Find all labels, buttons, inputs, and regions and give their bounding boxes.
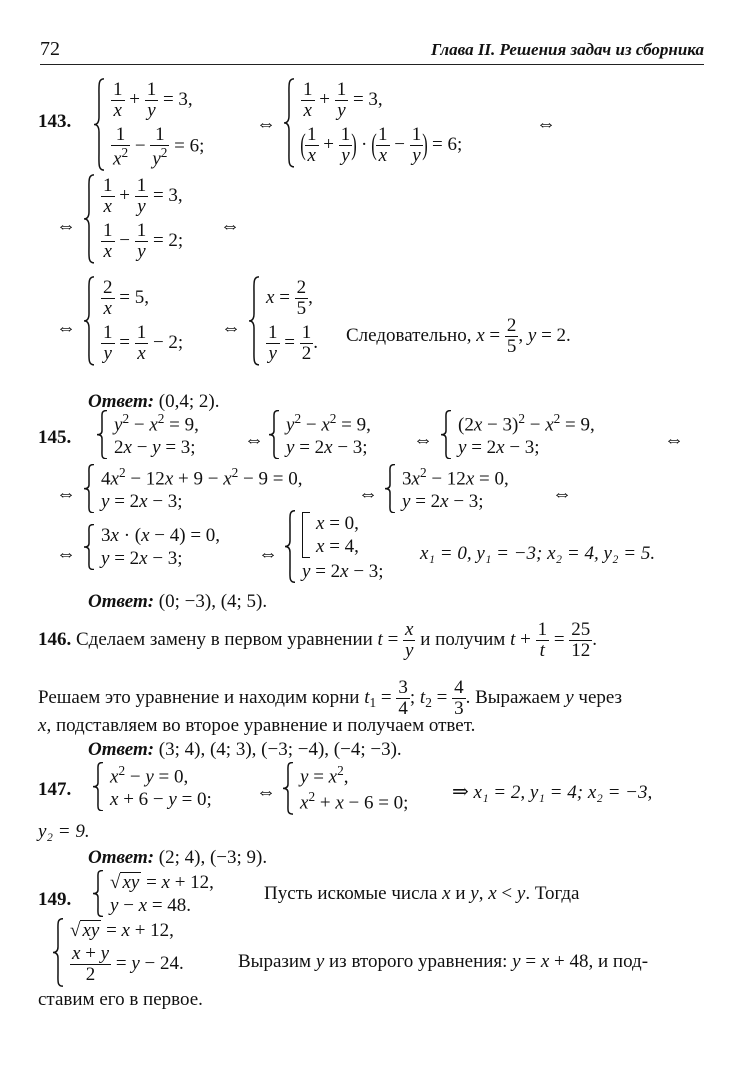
equiv-arrow: ⇔: [258, 543, 278, 565]
answer-147: Ответ: (2; 4), (−3; 9).: [88, 847, 268, 868]
system-145-d: $4x^2 - 12x + 9 - x^2 - 9 = 0$, y = 2x − 3;: [83, 464, 302, 513]
problem-147-number: 147.: [38, 779, 72, 800]
problem-149-text: Пусть искомые числа x и y, x < y. Тогда: [264, 883, 580, 904]
system-143-b: $\frac{1}{x}$ + $\frac{1}{y}$ = 3, ( $\frac{1}{x}$ + $\frac{1}{y}$ ) · ( $\frac{1}{x}$ − $\frac{1}{y}$ ) = 6;: [283, 78, 462, 168]
equiv-arrow: ⇔: [664, 429, 684, 451]
system-145-c: $(2x - 3)^2 - x^2 = 9$, y = 2x − 3;: [440, 410, 595, 459]
page-header: [40, 34, 704, 65]
equiv-arrow: ⇔: [358, 483, 378, 505]
problem-149-text3: ставим его в первое.: [38, 989, 203, 1010]
conclusion-143: Следовательно, x = $\frac{2}{5}$ , y = 2.: [346, 315, 571, 357]
system-145-a: $y^2 - x^2 = 9$, 2x − y = 3;: [96, 410, 199, 459]
answer-145: Ответ: (0; −3), (4; 5).: [88, 591, 268, 612]
equiv-arrow: ⇔: [413, 429, 433, 451]
equiv-arrow: ⇔: [221, 317, 241, 339]
system-145-g: x = 0, x = 4, y = 2x − 3;: [284, 510, 384, 583]
problem-145-number: 145.: [38, 427, 72, 448]
problem-146-line2: Решаем это уравнение и находим корни $t_1$ = $\frac{3}{4}$ ; $t_2$ = $\frac{4}{3}$ . Выражаем y через: [38, 677, 623, 719]
system-147-a: $x^2 - y = 0$, x + 6 − y = 0;: [92, 762, 212, 811]
problem-149-text2: Выразим y из второго уравнения: y = x + 48, и под-: [238, 951, 649, 972]
equiv-arrow: ⇔: [536, 113, 556, 135]
system-145-b: $y^2 - x^2 = 9$, y = 2x − 3;: [268, 410, 371, 459]
equiv-arrow: ⇔: [256, 781, 276, 803]
system-143-c: $\frac{1}{x}$ + $\frac{1}{y}$ = 3, $\frac{1}{x}$ − $\frac{1}{y}$ = 2;: [83, 174, 183, 264]
system-143-d: $\frac{2}{x}$ = 5, $\frac{1}{y}$ = $\frac{1}{x}$ − 2;: [83, 276, 183, 366]
system-149-b: √ xy = x + 12, $\frac{x + y}{2}$ = y − 24.: [52, 918, 184, 987]
equiv-arrow: ⇔: [552, 483, 572, 505]
equiv-arrow: ⇔: [56, 543, 76, 565]
system-145-f: 3x · (x − 4) = 0, y = 2x − 3;: [83, 524, 220, 570]
answer-143: Ответ: (0,4; 2).: [88, 391, 220, 412]
equiv-arrow: ⇔: [220, 215, 240, 237]
equiv-arrow: ⇔: [244, 429, 264, 451]
system-145-e: $3x^2 - 12x = 0$, y = 2x − 3;: [384, 464, 509, 513]
equiv-arrow: ⇔: [256, 113, 276, 135]
result-147: ⇒ x₁ = 2, y₁ = 4; x₂ = −3,: [452, 781, 653, 803]
problem-146-line3: x, подставляем во второе уравнение и получаем ответ.: [38, 715, 476, 736]
chapter-title: Глава II. Решения задач из сборника: [431, 40, 704, 59]
page-number: 72: [40, 38, 60, 60]
problem-143-number: 143.: [38, 111, 72, 132]
problem-146-line1: 146. Сделаем замену в первом уравнении t = $\frac{x}{y}$ и получим t + $\frac{1}{t}$ = $\frac{25}{12}$ .: [38, 619, 598, 661]
system-147-b: $y = x^2$, $x^2 + x - 6 = 0$;: [282, 762, 408, 815]
system-143-e: x = $\frac{2}{5}$ , $\frac{1}{y}$ = $\frac{1}{2}$ .: [248, 276, 318, 366]
equiv-arrow: ⇔: [56, 215, 76, 237]
system-143-a: $\frac{1}{x}$ + $\frac{1}{y}$ = 3, $\frac{1}{x^2}$ − $\frac{1}{y^2}$ = 6;: [93, 78, 204, 171]
equiv-arrow: ⇔: [56, 483, 76, 505]
result-147-cont: y₂ = 9.: [38, 821, 90, 842]
equiv-arrow: ⇔: [56, 317, 76, 339]
answer-146: Ответ: (3; 4), (4; 3), (−3; −4), (−4; −3).: [88, 739, 402, 760]
result-145: x₁ = 0, y₁ = −3; x₂ = 4, y₂ = 5.: [420, 543, 656, 564]
system-149-a: √ xy = x + 12, y − x = 48.: [92, 870, 214, 917]
problem-149-number: 149.: [38, 889, 72, 910]
